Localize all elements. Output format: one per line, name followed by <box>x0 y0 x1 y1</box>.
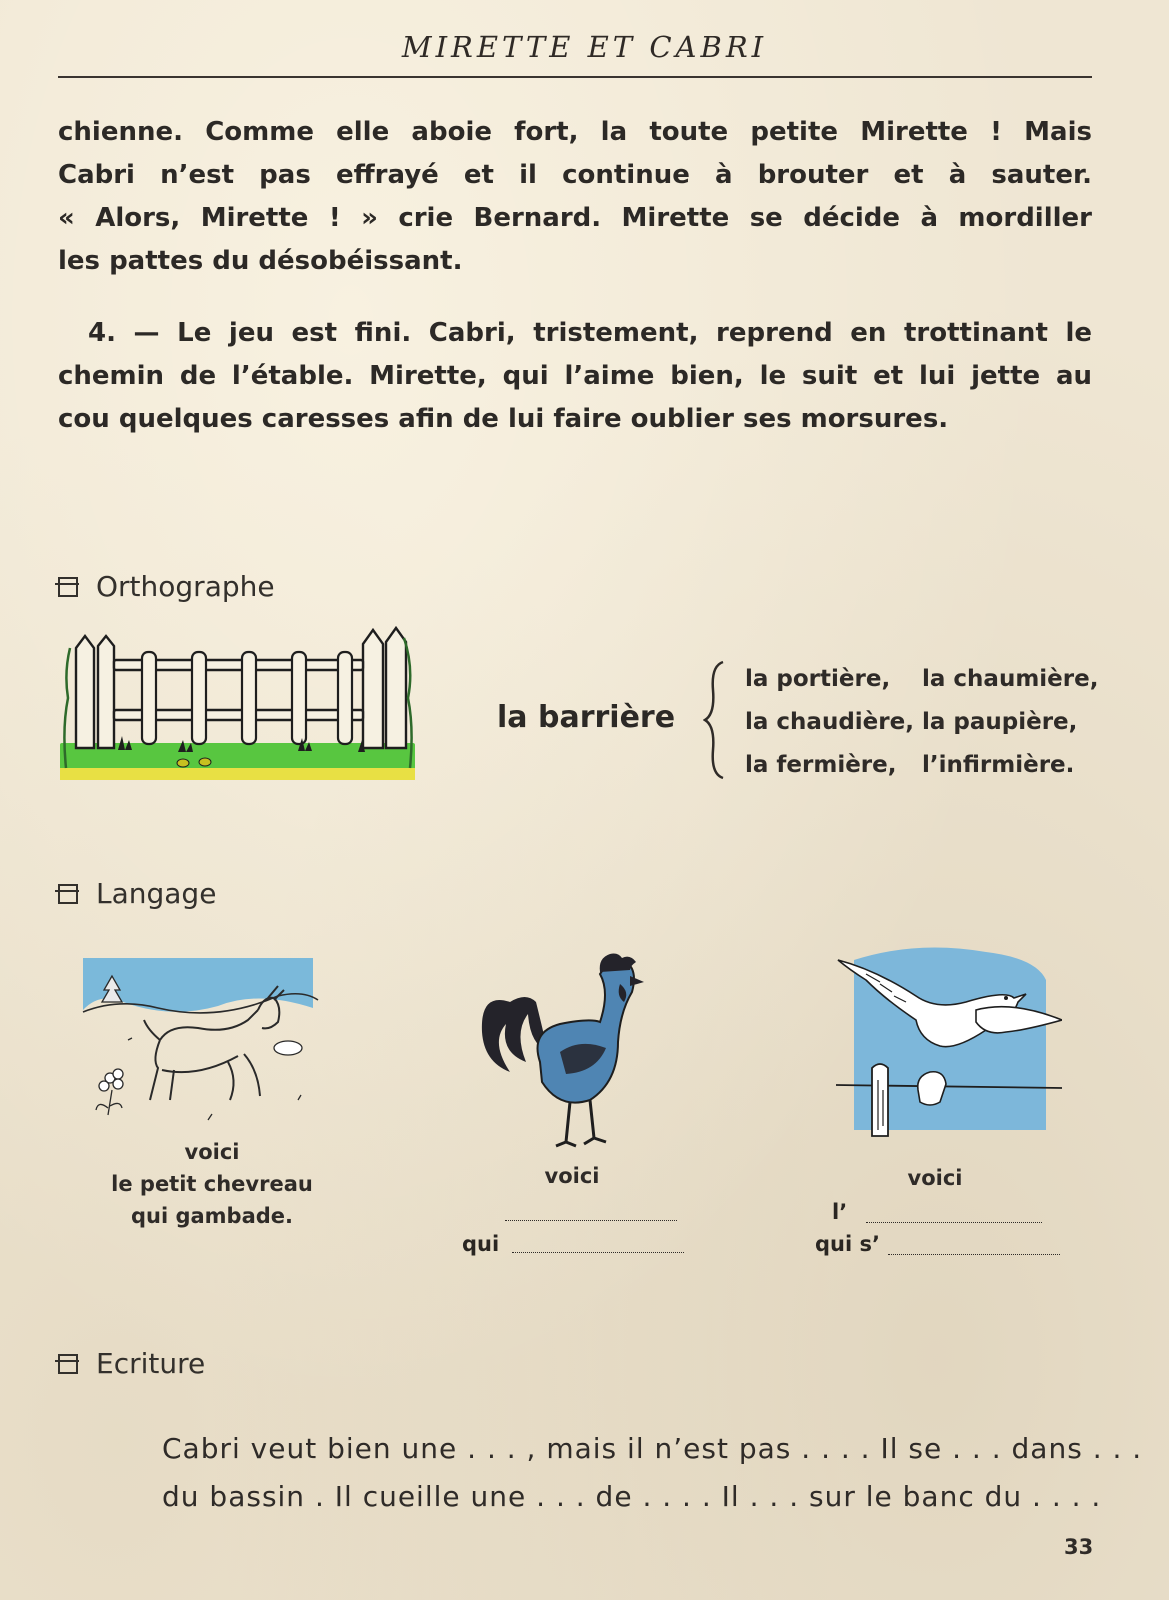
bird-wing <box>976 1007 1062 1033</box>
paragraph-line: cou quelques caresses afin de lui faire oublier ses morsures. <box>58 404 949 434</box>
header-rule <box>58 76 1092 78</box>
blank-answer-line[interactable] <box>512 1252 684 1253</box>
rooster-legs <box>556 1100 606 1146</box>
flower-icon <box>96 1069 123 1115</box>
rooster-illustration <box>470 952 660 1152</box>
paragraph-4 <box>58 312 1092 441</box>
checkbox-bullet-icon <box>58 577 78 597</box>
caption-bird-quis: qui s’ <box>815 1232 880 1256</box>
caption-rooster-qui: qui <box>462 1232 500 1256</box>
beak <box>630 976 644 986</box>
checkbox-bullet-icon <box>58 1354 78 1374</box>
paragraph-line: chemin de l’étable. Mirette, qui l’aime bien, le suit et lui jette au <box>58 361 1092 391</box>
word: la fermière, <box>745 752 897 778</box>
tail-feathers <box>482 997 548 1072</box>
checkbox-bullet-icon <box>58 884 78 904</box>
caption-rooster-voici: voici <box>544 1164 600 1188</box>
page-number: 33 <box>1064 1535 1094 1559</box>
blank-answer-line[interactable] <box>505 1220 677 1221</box>
word: la portière, <box>745 666 891 692</box>
paragraph-line: « Alors, Mirette ! » crie Bernard. Mirette se décide à mordiller <box>58 203 1092 233</box>
caption-bird-l: l’ <box>832 1200 848 1224</box>
section-heading: Orthographe <box>96 570 275 603</box>
ground-band <box>60 768 415 780</box>
writing-exercise-line: du bassin . Il cueille une . . . de . . . . Il . . . sur le banc du . . . . <box>162 1480 1102 1513</box>
blank-answer-line[interactable] <box>866 1222 1042 1223</box>
fence-illustration <box>58 618 423 793</box>
section-langage <box>58 877 216 910</box>
paragraph-line: Cabri n’est pas effrayé et il continue à brouter et à sauter. <box>58 160 1092 190</box>
caption-goat <box>102 1136 322 1232</box>
curly-brace-icon <box>703 660 727 780</box>
word-row <box>745 744 1098 787</box>
section-orthographe <box>58 570 275 603</box>
word: la chaumière, <box>922 666 1099 692</box>
word: l’infirmière. <box>922 752 1075 778</box>
paragraph-line: chienne. Comme elle aboie fort, la toute petite Mirette ! Mais <box>58 117 1092 147</box>
orthographe-keyword: la barrière <box>497 700 676 735</box>
word: la paupière, <box>922 709 1078 735</box>
paragraph-line: 4. — Le jeu est fini. Cabri, tristement, reprend en trottinant le <box>88 318 1092 348</box>
writing-exercise-line: Cabri veut bien une . . . , mais il n’est pas . . . . Il se . . . dans . . . <box>162 1432 1143 1465</box>
bird-eye <box>1004 996 1008 1000</box>
caption-line: qui gambade. <box>130 1204 294 1228</box>
word-row <box>745 658 1098 701</box>
bird-illustration <box>836 940 1062 1140</box>
stone <box>274 1041 302 1055</box>
orthographe-word-list <box>745 658 1098 787</box>
running-title: MIRETTE ET CABRI <box>401 30 768 64</box>
caption-line: le petit chevreau <box>111 1172 313 1196</box>
caption-line: voici <box>184 1140 240 1164</box>
rooster-body <box>538 961 635 1102</box>
section-ecriture <box>58 1347 205 1380</box>
paragraph-line: les pattes du désobéissant. <box>58 246 463 276</box>
word-row <box>745 701 1098 744</box>
post <box>872 1064 888 1136</box>
section-heading: Langage <box>96 877 217 910</box>
caption-bird-voici: voici <box>907 1166 963 1190</box>
goat-illustration <box>78 950 323 1130</box>
word: la chaudière, <box>745 709 914 735</box>
blank-answer-line[interactable] <box>888 1254 1060 1255</box>
paragraph-3 <box>58 111 1092 283</box>
section-heading: Ecriture <box>96 1347 206 1380</box>
